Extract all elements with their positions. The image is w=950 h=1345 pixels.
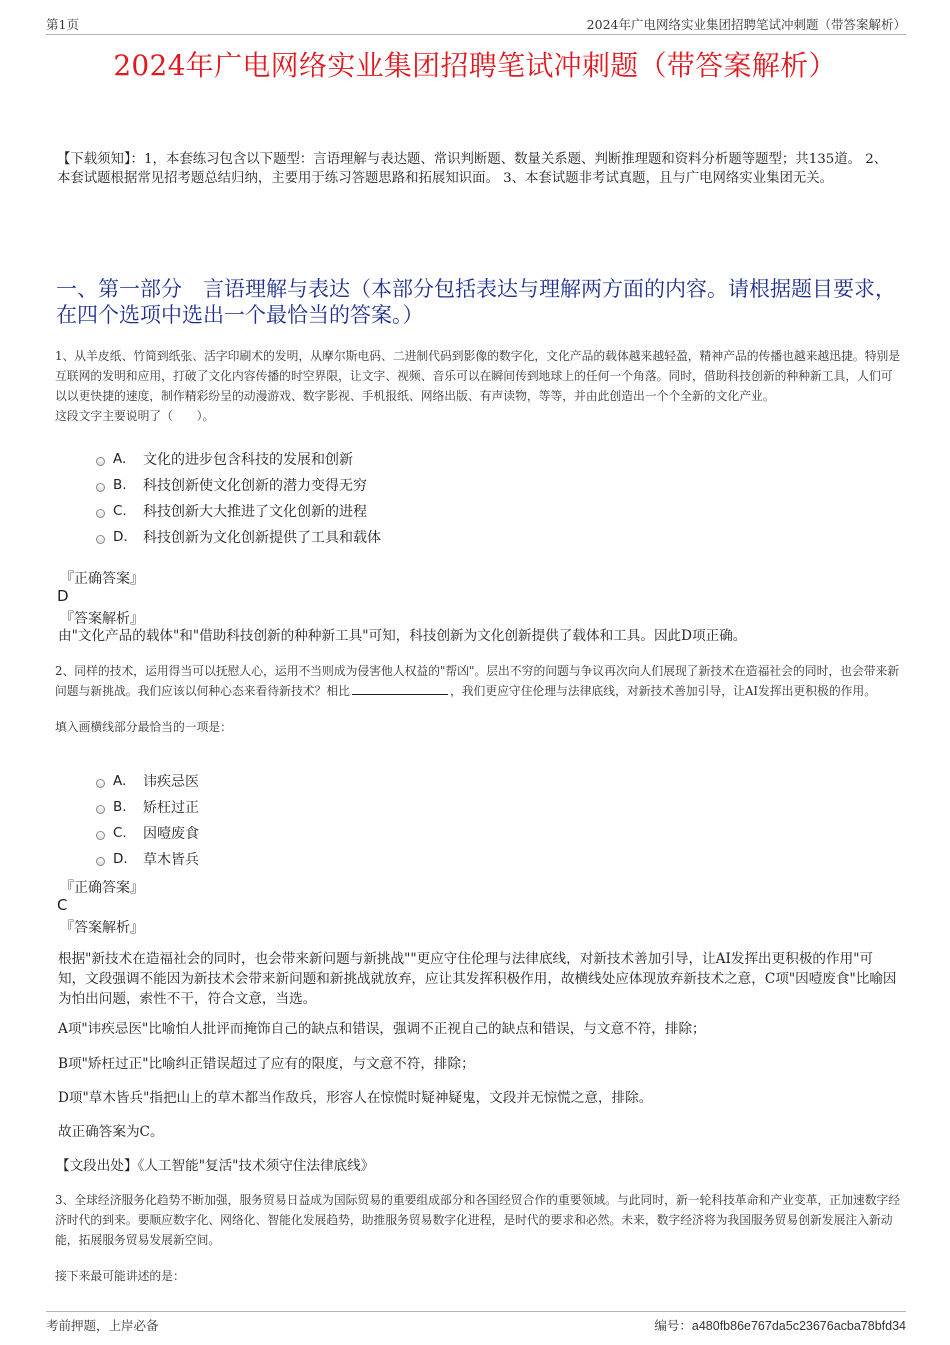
header-doc-title: 2024年广电网络实业集团招聘笔试冲刺题（带答案解析） (586, 17, 906, 32)
page-header (46, 14, 906, 35)
option-text: 草木皆兵 (143, 852, 199, 868)
serial-number: a480fb86e767da5c23676acba78bfd34 (691, 1319, 906, 1333)
option-letter: D. (113, 529, 128, 545)
option-text: 文化的进步包含科技的发展和创新 (143, 452, 353, 468)
analysis-option-a: A项"讳疾忌医"比喻怕人批评而掩饰自己的缺点和错误，强调不正视自己的缺点和错误，与文意不符，排除； (58, 1021, 706, 1037)
option-text: 讳疾忌医 (143, 774, 199, 790)
page-number: 第1页 (46, 17, 79, 32)
radio-icon[interactable] (96, 509, 105, 518)
section-heading: 一、第一部分 言语理解与表达（本部分包括表达与理解两方面的内容。请根据题目要求，在四个选项中选出一个最恰当的答案。） (56, 277, 896, 327)
radio-icon[interactable] (96, 779, 105, 788)
correct-answer-label: 『正确答案』 (60, 571, 144, 587)
option-letter: A. (113, 773, 127, 789)
radio-icon[interactable] (96, 831, 105, 840)
option-d[interactable] (96, 524, 381, 550)
option-b[interactable] (96, 794, 199, 820)
page-footer (46, 1311, 906, 1334)
option-letter: C. (113, 503, 127, 519)
question-stem-text: 1、从羊皮纸、竹简到纸张、活字印刷术的发明，从摩尔斯电码、二进制代码到影像的数字化，文化产品的载体越来越轻盈，精神产品的传播也越来越迅捷。特别是互联网的发明和应用，打破了文化内容传播的时空界限，让文字、视频、音乐可以在瞬间传到地球上的任何一个角落。同时，借助科技创新的种种新工具，人们可以以更快捷的速度，制作精彩纷呈的动漫游戏、数字影视、手机报纸、网络出版、有声读物，等等，并由此创造出一个个全新的文化产业。 (55, 349, 901, 403)
option-c[interactable] (96, 498, 381, 524)
correct-answer-value: D (57, 587, 69, 605)
question-stem-text: 2、同样的技术，运用得当可以抚慰人心，运用不当则成为侵害他人权益的"帮凶"。层出不穷的问题与争议再次向人们展现了新技术在造福社会的同时，也会带来新问题与新挑战。我们应该以何种心态来看待新技术？相比 ，我们更应守住伦理与法律底线，对新技术善加引导，让AI发挥出更积极的作用。 (55, 664, 900, 698)
option-d[interactable] (96, 846, 199, 872)
analysis-option-d: D项"草木皆兵"指把山上的草木都当作敌兵，形容人在惊慌时疑神疑鬼，文段并无惊慌之意，排除。 (58, 1090, 653, 1106)
document-title: 2024年广电网络实业集团招聘笔试冲刺题（带答案解析） (113, 49, 837, 82)
correct-answer-value: C (57, 896, 68, 914)
radio-icon[interactable] (96, 457, 105, 466)
radio-icon[interactable] (96, 483, 105, 492)
question-2-stem (55, 661, 902, 737)
option-letter: A. (113, 451, 127, 467)
option-letter: B. (113, 477, 127, 493)
option-letter: D. (113, 851, 128, 867)
option-text: 矫枉过正 (143, 800, 199, 816)
radio-icon[interactable] (96, 857, 105, 866)
question-stem-text: 3、全球经济服务化趋势不断加强，服务贸易日益成为国际贸易的重要组成部分和各国经贸合作的重要领域。与此同时，新一轮科技革命和产业变革，正加速数字经济时代的到来。要顺应数字化、网络化、智能化发展趋势，助推服务贸易数字化进程，是时代的要求和必然。未来，数字经济将为我国服务贸易创新发展注入新动能，拓展服务贸易发展新空间。 (55, 1193, 901, 1247)
option-letter: B. (113, 799, 127, 815)
option-letter: C. (113, 825, 127, 841)
passage-source: 【文段出处】《人工智能"复活"技术须守住法律底线》 (56, 1158, 375, 1174)
option-b[interactable] (96, 472, 381, 498)
question-prompt: 填入画横线部分最恰当的一项是： (55, 720, 232, 734)
option-text: 因噎废食 (143, 826, 199, 842)
correct-answer-label: 『正确答案』 (60, 880, 144, 896)
analysis-option-b: B项"矫枉过正"比喻纠正错误超过了应有的限度，与文意不符，排除； (58, 1056, 475, 1072)
question-prompt: 接下来最可能讲述的是： (55, 1269, 185, 1283)
option-text: 科技创新大大推进了文化创新的进程 (143, 504, 367, 520)
question-2-options (96, 768, 199, 872)
analysis-text: 由"文化产品的载体"和"借助科技创新的种种新工具"可知，科技创新为文化创新提供了载体和工具。因此D项正确。 (58, 628, 747, 644)
footer-slogan: 考前押题，上岸必备 (46, 1318, 159, 1333)
option-a[interactable] (96, 446, 381, 472)
fill-blank (352, 682, 448, 695)
option-a[interactable] (96, 768, 199, 794)
option-text: 科技创新使文化创新的潜力变得无穷 (143, 478, 367, 494)
footer-serial: 编号：a480fb86e767da5c23676acba78bfd34 (654, 1318, 906, 1333)
question-prompt: 这段文字主要说明了（ ）。 (55, 409, 215, 423)
question-1-stem (55, 346, 902, 426)
analysis-conclusion: 故正确答案为C。 (58, 1124, 164, 1140)
question-1-options (96, 446, 381, 550)
analysis-label: 『答案解析』 (60, 611, 144, 627)
radio-icon[interactable] (96, 805, 105, 814)
analysis-label: 『答案解析』 (60, 920, 144, 936)
radio-icon[interactable] (96, 535, 105, 544)
question-3-stem (55, 1190, 902, 1286)
option-c[interactable] (96, 820, 199, 846)
download-notice: 【下载须知】：1，本套练习包含以下题型：言语理解与表达题、常识判断题、数量关系题、判断推理题和资料分析题等题型；共135道。 2、本套试题根据常见招考题总结归纳，主要用于练习答题思路和拓展知识面。 3、本套试题非考试真题，且与广电网络实业集团无关。 (57, 152, 888, 186)
analysis-text: 根据"新技术在造福社会的同时，也会带来新问题与新挑战""更应守住伦理与法律底线，对新技术善加引导，让AI发挥出更积极的作用"可知，文段强调不能因为新技术会带来新问题和新挑战就放弃，应让其发挥积极作用，故横线处应体现放弃新技术之意，C项"因噎废食"比喻因为怕出问题，索性不干，符合文意，当选。 (58, 951, 897, 1007)
option-text: 科技创新为文化创新提供了工具和载体 (143, 530, 381, 546)
